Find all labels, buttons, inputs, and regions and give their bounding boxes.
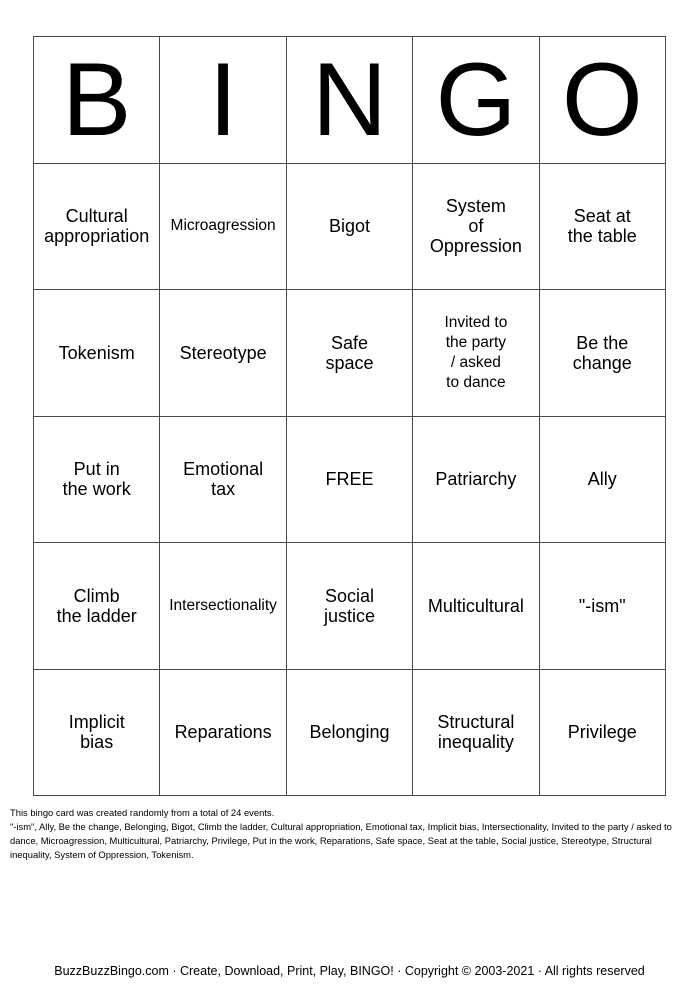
notes-intro: This bingo card was created randomly from a total of 24 events.: [10, 807, 275, 818]
header-letter-n: N: [287, 37, 413, 164]
square-label: Cultural appropriation: [44, 206, 150, 247]
bingo-square: [287, 164, 413, 291]
bingo-square: [160, 417, 286, 544]
bingo-square: [287, 290, 413, 417]
header-letter-g: G: [413, 37, 539, 164]
square-label: Put in the work: [62, 459, 131, 500]
free-square: [287, 417, 413, 544]
square-label: Safe space: [325, 332, 374, 373]
header-letter-b: B: [34, 37, 160, 164]
bingo-square: [34, 543, 160, 670]
square-label: Multicultural: [427, 595, 524, 616]
bingo-square: [160, 290, 286, 417]
bingo-square: [413, 290, 539, 417]
bingo-square: [34, 670, 160, 797]
square-label: Structural inequality: [437, 712, 515, 753]
header-letter-o: O: [540, 37, 666, 164]
notes-event-list: "-ism", Ally, Be the change, Belonging, Bigot, Climb the ladder, Cultural appropriation, Emotional tax, Implicit bias, Intersectionality, Invited to the party / asked to dance, Microagression, Multicultural, Patriarchy, Privilege, Put in the work, Reparations, Safe space, Seat at the table, Social justice, Stereotype, Structural inequality, System of Oppression, Tokenism.: [10, 821, 672, 860]
bingo-square: [160, 543, 286, 670]
bingo-square: [34, 417, 160, 544]
square-label: Bigot: [328, 216, 370, 237]
square-label: FREE: [325, 469, 374, 490]
square-label: Implicit bias: [68, 712, 125, 753]
bingo-square: [160, 164, 286, 291]
square-label: Social justice: [323, 585, 375, 626]
bingo-square: [34, 164, 160, 291]
footer-copyright: BuzzBuzzBingo.com · Create, Download, Print, Play, BINGO! · Copyright © 2003-2021 · All rights reserved: [54, 964, 645, 978]
square-label: Privilege: [567, 722, 637, 743]
square-label: Ally: [587, 469, 617, 490]
bingo-square: [540, 164, 666, 291]
square-label: Climb the ladder: [56, 585, 137, 626]
bingo-card: [33, 36, 666, 796]
square-label: Be the change: [572, 332, 632, 373]
bingo-square: [287, 670, 413, 797]
bingo-square: [287, 543, 413, 670]
square-label: Stereotype: [179, 342, 267, 363]
bingo-square: [413, 543, 539, 670]
square-label: Microagression: [170, 217, 276, 235]
square-label: "-ism": [578, 595, 626, 616]
square-label: Invited to the party / asked to dance: [444, 313, 508, 391]
bingo-square: [540, 670, 666, 797]
bingo-square: [160, 670, 286, 797]
square-label: Emotional tax: [183, 459, 264, 500]
square-label: Reparations: [174, 722, 272, 743]
card-notes: [10, 806, 686, 862]
square-label: System of Oppression: [429, 196, 522, 257]
bingo-square: [413, 670, 539, 797]
bingo-square: [540, 543, 666, 670]
bingo-square: [413, 417, 539, 544]
header-letter-i: I: [160, 37, 286, 164]
square-label: Patriarchy: [435, 469, 517, 490]
bingo-square: [34, 290, 160, 417]
square-label: Belonging: [309, 722, 390, 743]
square-label: Tokenism: [58, 342, 135, 363]
bingo-square: [540, 290, 666, 417]
square-label: Intersectionality: [169, 596, 277, 614]
bingo-square: [413, 164, 539, 291]
bingo-square: [540, 417, 666, 544]
square-label: Seat at the table: [567, 206, 637, 247]
